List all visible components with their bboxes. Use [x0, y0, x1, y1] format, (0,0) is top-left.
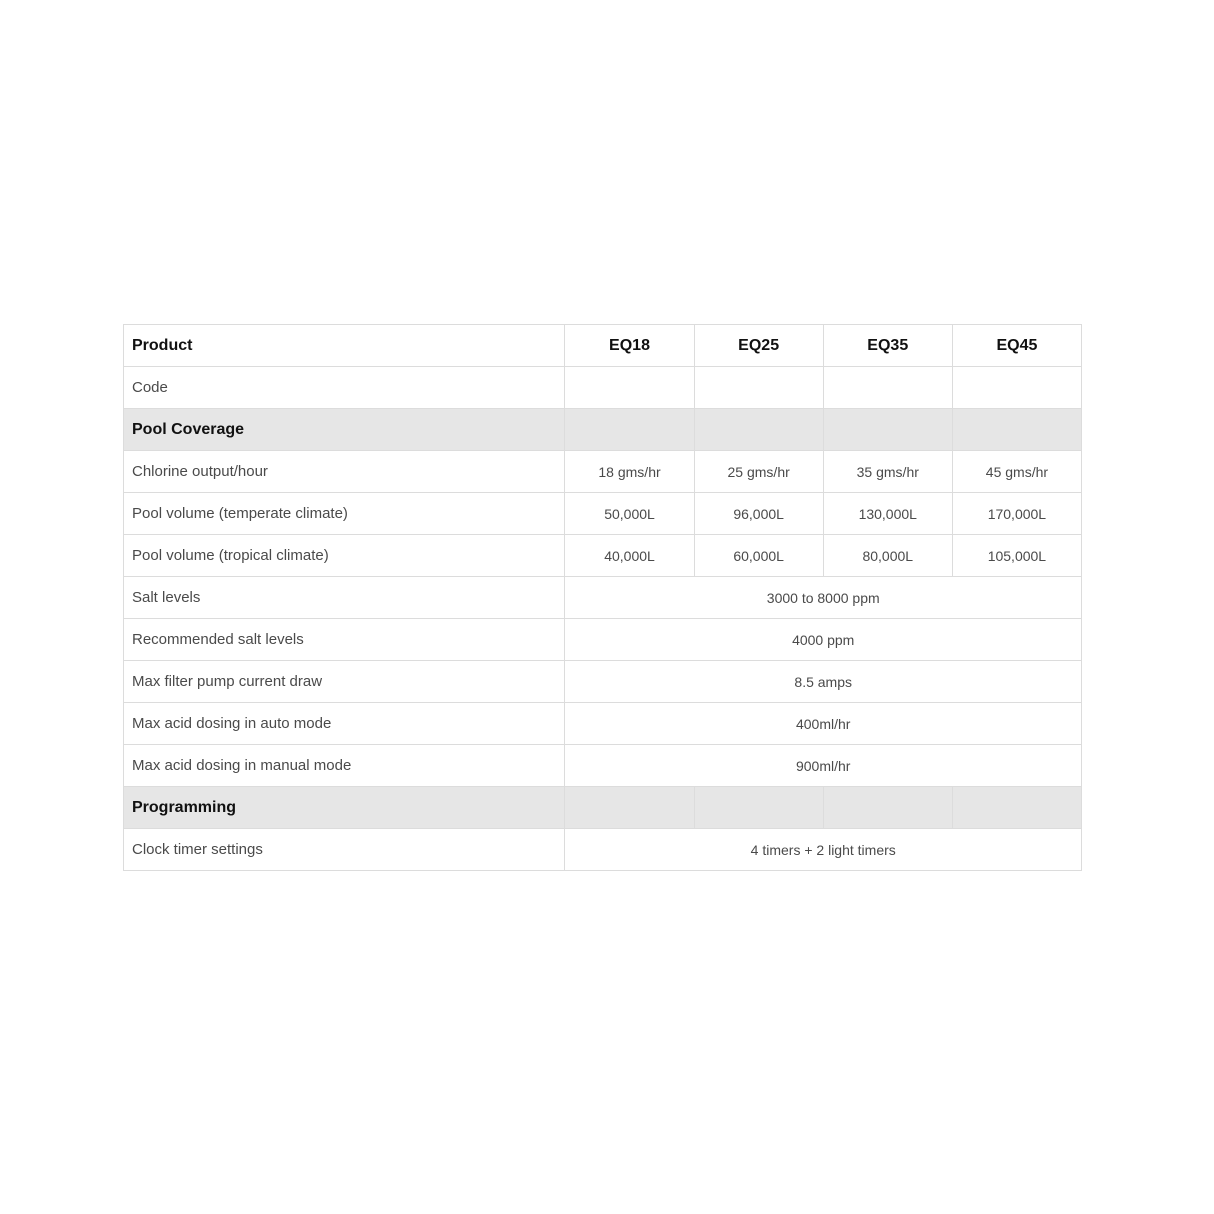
row-label: Recommended salt levels	[124, 619, 565, 661]
row-label: Max acid dosing in auto mode	[124, 703, 565, 745]
row-label: Chlorine output/hour	[124, 451, 565, 493]
table-row-chlorine-output	[124, 451, 1082, 493]
section-filler-cell	[823, 409, 952, 451]
row-value: 25 gms/hr	[694, 451, 823, 493]
section-filler-cell	[565, 787, 694, 829]
table-row-max-acid-auto	[124, 703, 1082, 745]
header-label: Product	[124, 325, 565, 367]
table-row-recommended-salt	[124, 619, 1082, 661]
section-heading: Programming	[124, 787, 565, 829]
section-filler-cell	[694, 787, 823, 829]
section-filler-cell	[694, 409, 823, 451]
row-value: 4000 ppm	[565, 619, 1082, 661]
row-value: 80,000L	[823, 535, 952, 577]
row-value: 130,000L	[823, 493, 952, 535]
section-filler-cell	[565, 409, 694, 451]
row-value	[694, 367, 823, 409]
header-model-eq25: EQ25	[694, 325, 823, 367]
section-filler-cell	[823, 787, 952, 829]
header-model-eq18: EQ18	[565, 325, 694, 367]
section-row-programming	[124, 787, 1082, 829]
header-model-eq35: EQ35	[823, 325, 952, 367]
row-value: 96,000L	[694, 493, 823, 535]
table-row-salt-levels	[124, 577, 1082, 619]
specifications-table	[123, 324, 1082, 871]
section-filler-cell	[952, 409, 1081, 451]
table-row-pool-volume-tropical	[124, 535, 1082, 577]
row-value: 900ml/hr	[565, 745, 1082, 787]
row-value: 45 gms/hr	[952, 451, 1081, 493]
row-value: 3000 to 8000 ppm	[565, 577, 1082, 619]
table-row-pool-volume-temperate	[124, 493, 1082, 535]
row-value: 4 timers + 2 light timers	[565, 829, 1082, 871]
row-value	[952, 367, 1081, 409]
table-row-code	[124, 367, 1082, 409]
row-value	[823, 367, 952, 409]
row-label: Pool volume (tropical climate)	[124, 535, 565, 577]
row-label: Max acid dosing in manual mode	[124, 745, 565, 787]
row-value: 170,000L	[952, 493, 1081, 535]
row-value: 105,000L	[952, 535, 1081, 577]
row-value	[565, 367, 694, 409]
table-row-max-acid-manual	[124, 745, 1082, 787]
row-value: 50,000L	[565, 493, 694, 535]
row-label: Salt levels	[124, 577, 565, 619]
table-row-max-filter-pump	[124, 661, 1082, 703]
row-value: 400ml/hr	[565, 703, 1082, 745]
row-label: Code	[124, 367, 565, 409]
row-label: Clock timer settings	[124, 829, 565, 871]
row-value: 40,000L	[565, 535, 694, 577]
table-row-clock-timer	[124, 829, 1082, 871]
row-value: 18 gms/hr	[565, 451, 694, 493]
section-heading: Pool Coverage	[124, 409, 565, 451]
row-label: Pool volume (temperate climate)	[124, 493, 565, 535]
row-label: Max filter pump current draw	[124, 661, 565, 703]
table-header-row	[124, 325, 1082, 367]
section-row-pool-coverage	[124, 409, 1082, 451]
header-model-eq45: EQ45	[952, 325, 1081, 367]
section-filler-cell	[952, 787, 1081, 829]
row-value: 60,000L	[694, 535, 823, 577]
row-value: 35 gms/hr	[823, 451, 952, 493]
row-value: 8.5 amps	[565, 661, 1082, 703]
